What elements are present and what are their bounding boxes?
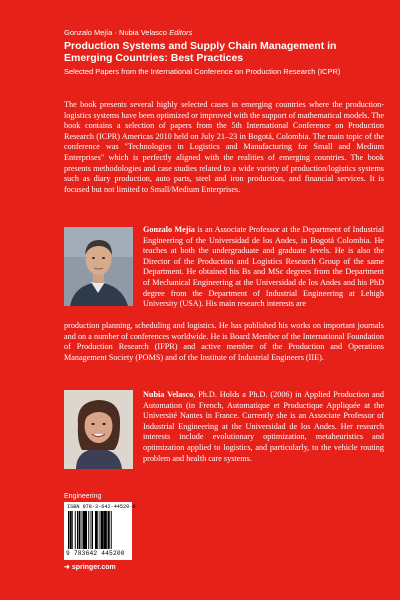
editors-names: Gonzalo Mejía · Nubia Velasco bbox=[64, 28, 167, 37]
editor-photo-nubia-velasco bbox=[64, 390, 133, 469]
subject-category: Engineering bbox=[64, 493, 102, 500]
barcode-bar bbox=[103, 511, 106, 549]
bio-gonzalo-mejia-bottom: production planning, scheduling and logistics. He has published his works on important journals and on a number of conferences worldwide. He is Board Member of the International Foundation of Production Research (IFPR) and active member of the Production and Operations Management Society (POMS) and of the Institute of Industrial Engineers (IIE). bbox=[64, 321, 384, 362]
barcode-bar bbox=[75, 511, 76, 549]
barcode-bars bbox=[68, 511, 128, 549]
barcode-bar bbox=[111, 511, 112, 549]
editors-role: Editors bbox=[169, 28, 193, 37]
barcode-bar bbox=[82, 511, 83, 549]
editors-line bbox=[64, 28, 384, 37]
website-link-text: springer.com bbox=[71, 564, 116, 571]
header bbox=[64, 28, 384, 76]
bio-name-gonzalo: Gonzalo Mejía bbox=[143, 225, 195, 234]
barcode-bar bbox=[88, 511, 89, 549]
barcode-bar bbox=[91, 511, 92, 549]
barcode-bar bbox=[83, 511, 86, 549]
barcode-bar bbox=[70, 511, 72, 549]
barcode-bar bbox=[86, 511, 87, 549]
barcode-bar bbox=[108, 511, 110, 549]
book-abstract: The book presents several highly selected cases in emerging countries where the production-logistics systems have been optimized or improved with the support of mathematical models. The book contains a selection of papers from the 5th International Conference on Production Research (ICPR) Americas 2010 held on July 21–23 in Bogotá, Colombia. The main topic of the conference was "Technologies in Logistics and Manufacturing for Small and Medium Enterprises" which is perfectly aligned with the realities of emerging countries. The book presents methodologies and case studies related to a wide variety of production/logistics systems such as diary production, auto parts, steel and iron production, and financial services. It is focused but not limited to Small/Medium Enterprises. bbox=[64, 100, 385, 194]
barcode-bar bbox=[92, 511, 93, 549]
barcode bbox=[64, 502, 136, 560]
bio-nubia-velasco bbox=[143, 390, 384, 464]
barcode-bar bbox=[77, 511, 78, 549]
bio-text-nubia: , Ph.D. Holds a Ph.D. (2006) in Applied Production and Automation (in French, Automatique et Productique Appliquée at the Université Nantes in France. Currently she is an Associate Professor of Industrial Engineering at the Universidad de los Andes. Her research interests include evolutionary optimization, metaheuristics and optimization applied to logistics, and particularly, to the vehicle routing problem and health care systems. bbox=[143, 390, 384, 463]
barcode-bar bbox=[101, 511, 103, 549]
barcode-bar bbox=[100, 511, 101, 549]
barcode-bar bbox=[68, 511, 69, 549]
barcode-number: 9 783642 445200 bbox=[66, 550, 125, 557]
isbn-label: ISBN 978-3-642-44520-0 bbox=[67, 504, 136, 510]
bio-name-nubia: Nubia Velasco bbox=[143, 390, 194, 399]
barcode-bar bbox=[72, 511, 73, 549]
bio-gonzalo-mejia-top bbox=[143, 225, 384, 310]
book-subtitle: Selected Papers from the International Conference on Production Research (ICPR) bbox=[64, 67, 341, 76]
bio-text-gonzalo-top: is an Associate Professor at the Department of Industrial Engineering of the Universidad de los Andes, in Bogotá Colombia. He teaches at both the undergraduate and graduate levels. He is also the Director of the Production and Logistics Research Group of the same Department. He obtained his Bs and MSc degrees from the Department of Mechanical Engineering at the Universidad de los Andes and his PhD degree from the Department of Industrial Engineering at Lehigh University (USA). His main research interests are bbox=[143, 225, 384, 309]
barcode-bar bbox=[97, 511, 98, 549]
book-title: Production Systems and Supply Chain Management in Emerging Countries: Best Practices bbox=[64, 40, 337, 64]
arrow-icon: ➜ bbox=[64, 564, 72, 571]
barcode-bar bbox=[79, 511, 81, 549]
barcode-bar bbox=[95, 511, 97, 549]
barcode-bar bbox=[106, 511, 107, 549]
editor-photo-gonzalo-mejia bbox=[64, 227, 133, 306]
publisher-website[interactable] bbox=[64, 563, 116, 571]
